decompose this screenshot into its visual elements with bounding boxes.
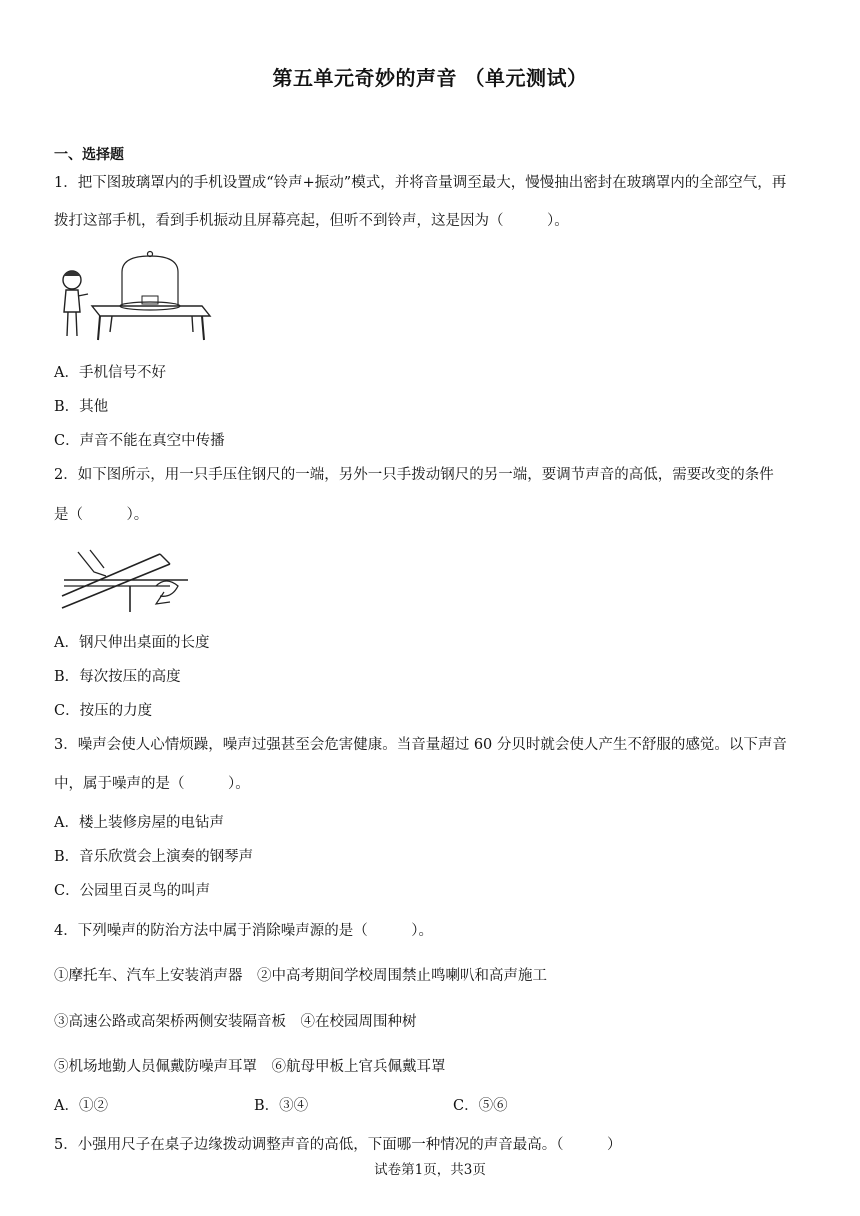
question-4-text: 4．下列噪声的防治方法中属于消除噪声源的是（ ）。 — [54, 923, 433, 939]
section-heading: 一、选择题 — [54, 147, 124, 163]
question-1-text-line-1: 1．把下图玻璃罩内的手机设置成“铃声+振动”模式，并将音量调至最大，慢慢抽出密封在玻璃罩内的全部空气，再 — [54, 175, 787, 191]
question-1-text-line-2: 拨打这部手机，看到手机振动且屏幕亮起，但听不到铃声，这是因为（ ）。 — [54, 213, 569, 229]
question-5-text: 5．小强用尺子在桌子边缘拨动调整声音的高低，下面哪一种情况的声音最高。（ ） — [54, 1137, 622, 1153]
bell-jar-illustration — [52, 250, 212, 342]
question-3-option-a[interactable]: A．楼上装修房屋的电钻声 — [54, 815, 224, 831]
question-2-option-c[interactable]: C．按压的力度 — [54, 703, 153, 719]
question-4-item-line-1: ①摩托车、汽车上安装消声器 ②中高考期间学校周围禁止鸣喇叭和高声施工 — [54, 968, 547, 984]
question-2-text-line-1: 2．如下图所示，用一只手压住钢尺的一端，另外一只手拨动钢尺的另一端，要调节声音的高低，需要改变的条件 — [54, 467, 774, 483]
question-2-option-a[interactable]: A．钢尺伸出桌面的长度 — [54, 635, 210, 651]
page-title: 第五单元奇妙的声音 （单元测试） — [272, 66, 588, 90]
steel-ruler-illustration — [60, 546, 190, 614]
question-2-option-b[interactable]: B．每次按压的高度 — [54, 669, 181, 685]
question-1-option-c[interactable]: C．声音不能在真空中传播 — [54, 433, 225, 449]
question-3-text-line-1: 3．噪声会使人心情烦躁，噪声过强甚至会危害健康。当音量超过 60 分贝时就会使人产生不舒服的感觉。以下声音 — [54, 737, 787, 753]
question-3-text-line-2: 中，属于噪声的是（ ）。 — [54, 776, 250, 792]
question-3-option-b[interactable]: B．音乐欣赏会上演奏的钢琴声 — [54, 849, 254, 865]
question-3-option-c[interactable]: C．公园里百灵鸟的叫声 — [54, 883, 211, 899]
question-4-option-c[interactable]: C．⑤⑥ — [453, 1098, 508, 1114]
page-footer: 试卷第1页，共3页 — [374, 1162, 486, 1178]
question-1-option-a[interactable]: A．手机信号不好 — [54, 365, 166, 381]
question-4-option-a[interactable]: A．①② — [54, 1098, 108, 1114]
question-4-option-b[interactable]: B．③④ — [254, 1098, 309, 1114]
question-1-option-b[interactable]: B．其他 — [54, 399, 109, 415]
question-2-text-line-2: 是（ ）。 — [54, 507, 149, 523]
question-4-item-line-3: ⑤机场地勤人员佩戴防噪声耳罩 ⑥航母甲板上官兵佩戴耳罩 — [54, 1059, 446, 1075]
question-4-item-line-2: ③高速公路或高架桥两侧安装隔音板 ④在校园周围种树 — [54, 1014, 417, 1030]
